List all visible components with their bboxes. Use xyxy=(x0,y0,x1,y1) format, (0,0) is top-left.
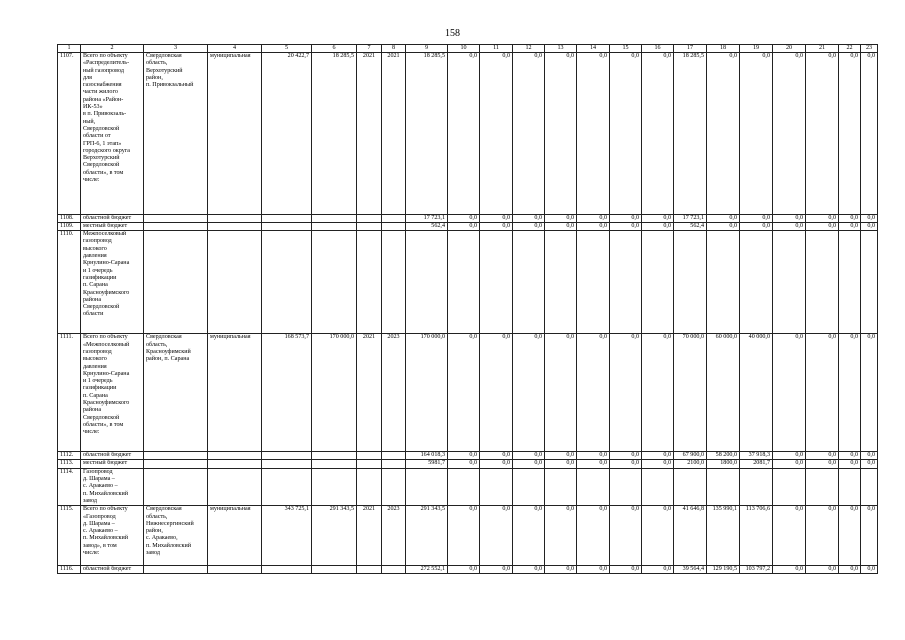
cell: 17 723,1 xyxy=(674,214,707,222)
cell xyxy=(382,214,406,222)
cell: 0,0 xyxy=(642,222,674,230)
cell: 58 200,0 xyxy=(707,452,740,460)
cell xyxy=(262,214,312,222)
location xyxy=(144,565,208,573)
location xyxy=(144,468,208,506)
cell xyxy=(208,565,262,573)
cell: 0,0 xyxy=(513,214,545,222)
cell xyxy=(312,231,357,334)
location xyxy=(144,214,208,222)
cell xyxy=(312,214,357,222)
table-row-1107 xyxy=(58,53,878,215)
cell xyxy=(577,468,610,506)
cell: 562,4 xyxy=(674,222,707,230)
cell: 18 285,5 xyxy=(674,53,707,215)
cell xyxy=(357,565,382,573)
column-number-4: 4 xyxy=(208,45,262,53)
cell: 0,0 xyxy=(480,460,513,468)
cell xyxy=(448,231,480,334)
location: Свердловская область, Нижнесергинский район, с. Аракаево, п. Михайловский завод xyxy=(144,506,208,565)
cell: 135 990,1 xyxy=(707,506,740,565)
row-number: 1109. xyxy=(58,222,81,230)
cell: 2021 xyxy=(382,53,406,215)
cell: 0,0 xyxy=(448,214,480,222)
object-name: Всего по объекту «Газопровод д. Шарама – с. Аракаево – п. Михайловский завод», в том числе: xyxy=(81,506,144,565)
cell: 67 900,0 xyxy=(674,452,707,460)
cell: 20 422,7 xyxy=(262,53,312,215)
cell xyxy=(740,468,773,506)
cell xyxy=(208,468,262,506)
cell: 0,0 xyxy=(773,222,806,230)
cell xyxy=(406,468,448,506)
cell: 0,0 xyxy=(806,214,839,222)
cell xyxy=(262,231,312,334)
cell: 0,0 xyxy=(861,222,878,230)
cell xyxy=(806,468,839,506)
cell: 0,0 xyxy=(513,506,545,565)
column-number-19: 19 xyxy=(740,45,773,53)
cell: 0,0 xyxy=(839,214,861,222)
row-number: 1107. xyxy=(58,53,81,215)
object-name: местный бюджет xyxy=(81,460,144,468)
cell: 0,0 xyxy=(806,565,839,573)
cell: 2100,0 xyxy=(674,460,707,468)
cell: 0,0 xyxy=(642,565,674,573)
cell xyxy=(382,231,406,334)
cell xyxy=(480,468,513,506)
cell xyxy=(262,565,312,573)
column-number-22: 22 xyxy=(839,45,861,53)
cell: 0,0 xyxy=(545,460,577,468)
cell xyxy=(382,222,406,230)
cell xyxy=(382,460,406,468)
cell: 0,0 xyxy=(773,565,806,573)
cell: 0,0 xyxy=(861,565,878,573)
cell xyxy=(262,222,312,230)
cell: 0,0 xyxy=(610,460,642,468)
cell: 0,0 xyxy=(448,506,480,565)
row-number: 1115. xyxy=(58,506,81,565)
cell: 0,0 xyxy=(861,506,878,565)
cell xyxy=(357,452,382,460)
column-number-9: 9 xyxy=(406,45,448,53)
cell: 0,0 xyxy=(707,214,740,222)
cell xyxy=(861,468,878,506)
cell: 291 343,5 xyxy=(312,506,357,565)
cell: 343 725,1 xyxy=(262,506,312,565)
cell: 0,0 xyxy=(773,334,806,452)
cell: 0,0 xyxy=(513,565,545,573)
cell xyxy=(312,222,357,230)
object-name: областной бюджет xyxy=(81,452,144,460)
cell: 168 573,7 xyxy=(262,334,312,452)
cell xyxy=(610,231,642,334)
location xyxy=(144,222,208,230)
cell: 41 646,8 xyxy=(674,506,707,565)
cell: 0,0 xyxy=(861,460,878,468)
column-number-12: 12 xyxy=(513,45,545,53)
column-number-6: 6 xyxy=(312,45,357,53)
cell: 0,0 xyxy=(513,460,545,468)
cell xyxy=(740,231,773,334)
cell: 0,0 xyxy=(806,506,839,565)
cell: 0,0 xyxy=(545,506,577,565)
cell: 0,0 xyxy=(577,53,610,215)
column-number-2: 2 xyxy=(81,45,144,53)
row-number: 1108. xyxy=(58,214,81,222)
cell: 0,0 xyxy=(806,334,839,452)
cell xyxy=(642,468,674,506)
cell xyxy=(312,460,357,468)
cell: муниципальная xyxy=(208,334,262,452)
cell: муниципальная xyxy=(208,506,262,565)
cell xyxy=(773,468,806,506)
cell: 0,0 xyxy=(480,214,513,222)
object-name: Всего по объекту «Распределитель- ный газопровод для газоснабжения части жилого района «Район- ИК-53» в п. Привокзаль- ный, Свердловской области от ГРП-6, 1 этап» городского округа Верхотурский Свердловской области», в том числе: xyxy=(81,53,144,215)
cell xyxy=(839,468,861,506)
cell: 0,0 xyxy=(773,53,806,215)
cell: 2021 xyxy=(357,334,382,452)
cell: 0,0 xyxy=(545,214,577,222)
cell: 0,0 xyxy=(610,334,642,452)
location xyxy=(144,231,208,334)
table-row-1111 xyxy=(58,334,878,452)
cell: 18 285,5 xyxy=(312,53,357,215)
table-row-1113 xyxy=(58,460,878,468)
cell xyxy=(674,468,707,506)
cell: 0,0 xyxy=(577,506,610,565)
cell: 0,0 xyxy=(545,452,577,460)
cell: 0,0 xyxy=(480,452,513,460)
cell xyxy=(357,214,382,222)
cell: 0,0 xyxy=(642,506,674,565)
cell: 39 564,4 xyxy=(674,565,707,573)
cell xyxy=(312,468,357,506)
cell xyxy=(577,231,610,334)
table-row-1109 xyxy=(58,222,878,230)
cell: 0,0 xyxy=(545,565,577,573)
cell: 0,0 xyxy=(806,53,839,215)
cell: 0,0 xyxy=(839,222,861,230)
cell xyxy=(262,468,312,506)
table-row-1108 xyxy=(58,214,878,222)
column-number-23: 23 xyxy=(861,45,878,53)
cell: 0,0 xyxy=(642,334,674,452)
cell: 0,0 xyxy=(642,452,674,460)
cell: 0,0 xyxy=(610,214,642,222)
cell: 0,0 xyxy=(806,452,839,460)
cell: 37 918,3 xyxy=(740,452,773,460)
column-number-20: 20 xyxy=(773,45,806,53)
column-number-21: 21 xyxy=(806,45,839,53)
column-number-17: 17 xyxy=(674,45,707,53)
column-number-3: 3 xyxy=(144,45,208,53)
object-name: Газопровод д. Шарама – с. Аракаево – п. Михайловский завод xyxy=(81,468,144,506)
column-number-10: 10 xyxy=(448,45,480,53)
column-number-18: 18 xyxy=(707,45,740,53)
cell: 0,0 xyxy=(513,334,545,452)
cell xyxy=(357,468,382,506)
cell xyxy=(208,231,262,334)
cell: 0,0 xyxy=(839,53,861,215)
column-number-13: 13 xyxy=(545,45,577,53)
location: Свердловская область, Верхотурский район, п. Привокзальный xyxy=(144,53,208,215)
cell xyxy=(545,468,577,506)
table-row-1112 xyxy=(58,452,878,460)
cell: 0,0 xyxy=(861,53,878,215)
column-number-14: 14 xyxy=(577,45,610,53)
cell: 0,0 xyxy=(773,452,806,460)
cell xyxy=(382,565,406,573)
cell: 0,0 xyxy=(839,506,861,565)
cell: 0,0 xyxy=(448,334,480,452)
cell: 170 000,0 xyxy=(312,334,357,452)
cell: 0,0 xyxy=(513,452,545,460)
cell: 0,0 xyxy=(861,452,878,460)
cell xyxy=(382,468,406,506)
cell: 0,0 xyxy=(740,214,773,222)
cell: 18 285,5 xyxy=(406,53,448,215)
cell: 562,4 xyxy=(406,222,448,230)
cell: 0,0 xyxy=(610,565,642,573)
cell: 0,0 xyxy=(839,565,861,573)
cell: 272 552,1 xyxy=(406,565,448,573)
cell: 0,0 xyxy=(448,460,480,468)
cell: 0,0 xyxy=(545,53,577,215)
object-name: местный бюджет xyxy=(81,222,144,230)
cell xyxy=(312,452,357,460)
cell xyxy=(208,214,262,222)
cell: 0,0 xyxy=(513,222,545,230)
cell: 0,0 xyxy=(577,565,610,573)
cell xyxy=(208,222,262,230)
cell xyxy=(707,231,740,334)
row-number: 1113. xyxy=(58,460,81,468)
cell xyxy=(262,460,312,468)
location xyxy=(144,460,208,468)
cell: 0,0 xyxy=(545,222,577,230)
cell xyxy=(513,231,545,334)
cell: 40 000,0 xyxy=(740,334,773,452)
row-number: 1116. xyxy=(58,565,81,573)
cell: 0,0 xyxy=(577,334,610,452)
cell: 0,0 xyxy=(839,460,861,468)
cell xyxy=(357,460,382,468)
cell: 2081,7 xyxy=(740,460,773,468)
cell xyxy=(545,231,577,334)
cell: 0,0 xyxy=(839,452,861,460)
row-number: 1111. xyxy=(58,334,81,452)
cell: 0,0 xyxy=(707,53,740,215)
column-number-header-row xyxy=(58,45,878,53)
cell: 0,0 xyxy=(773,460,806,468)
cell: 0,0 xyxy=(480,506,513,565)
cell: 164 018,3 xyxy=(406,452,448,460)
cell xyxy=(382,452,406,460)
cell: 113 706,6 xyxy=(740,506,773,565)
cell: 0,0 xyxy=(448,452,480,460)
cell xyxy=(773,231,806,334)
cell: 0,0 xyxy=(839,334,861,452)
object-name: областной бюджет xyxy=(81,565,144,573)
cell: 291 343,5 xyxy=(406,506,448,565)
cell: 0,0 xyxy=(642,460,674,468)
cell: 17 723,1 xyxy=(406,214,448,222)
cell: 5981,7 xyxy=(406,460,448,468)
cell xyxy=(674,231,707,334)
cell: 103 797,2 xyxy=(740,565,773,573)
cell: 2021 xyxy=(357,53,382,215)
cell xyxy=(448,468,480,506)
cell xyxy=(861,231,878,334)
cell: 2023 xyxy=(382,506,406,565)
cell xyxy=(406,231,448,334)
cell: 0,0 xyxy=(577,460,610,468)
cell: 0,0 xyxy=(448,53,480,215)
cell: 129 190,5 xyxy=(707,565,740,573)
cell: 0,0 xyxy=(577,222,610,230)
cell: 0,0 xyxy=(513,53,545,215)
cell: 0,0 xyxy=(861,334,878,452)
cell: 0,0 xyxy=(480,222,513,230)
cell xyxy=(480,231,513,334)
cell: 0,0 xyxy=(545,334,577,452)
cell xyxy=(208,460,262,468)
cell xyxy=(839,231,861,334)
cell: 0,0 xyxy=(480,334,513,452)
column-number-8: 8 xyxy=(382,45,406,53)
cell: муниципальная xyxy=(208,53,262,215)
cell: 0,0 xyxy=(806,222,839,230)
column-number-5: 5 xyxy=(262,45,312,53)
table-row-1115 xyxy=(58,506,878,565)
cell: 0,0 xyxy=(610,222,642,230)
cell: 70 000,0 xyxy=(674,334,707,452)
cell: 1800,0 xyxy=(707,460,740,468)
object-name: областной бюджет xyxy=(81,214,144,222)
cell: 170 000,0 xyxy=(406,334,448,452)
object-name: Межпоселковый газопровод высокого давления Крнулино-Сарана и 1 очередь газификации п. Сарана Красноуфимского района Свердловской области xyxy=(81,231,144,334)
cell: 0,0 xyxy=(448,222,480,230)
cell: 0,0 xyxy=(577,452,610,460)
cell xyxy=(707,468,740,506)
cell: 0,0 xyxy=(773,214,806,222)
location: Свердловская область, Красноуфимский район, п. Сарана xyxy=(144,334,208,452)
cell xyxy=(610,468,642,506)
table-row-1114 xyxy=(58,468,878,506)
cell xyxy=(262,452,312,460)
cell: 0,0 xyxy=(642,214,674,222)
column-number-11: 11 xyxy=(480,45,513,53)
row-number: 1114. xyxy=(58,468,81,506)
cell: 60 000,0 xyxy=(707,334,740,452)
row-number: 1112. xyxy=(58,452,81,460)
cell xyxy=(357,231,382,334)
cell: 2023 xyxy=(382,334,406,452)
location xyxy=(144,452,208,460)
cell xyxy=(312,565,357,573)
object-name: Всего по объекту «Межпоселковый газопровод высокого давления Крнулино-Сарана и 1 очередь газификации п. Сарана Красноуфимского района Свердловской области», в том числе: xyxy=(81,334,144,452)
table-row-1110 xyxy=(58,231,878,334)
cell: 0,0 xyxy=(707,222,740,230)
column-number-1: 1 xyxy=(58,45,81,53)
cell: 0,0 xyxy=(610,452,642,460)
cell: 0,0 xyxy=(480,565,513,573)
column-number-15: 15 xyxy=(610,45,642,53)
cell: 0,0 xyxy=(806,460,839,468)
cell: 0,0 xyxy=(480,53,513,215)
cell xyxy=(357,222,382,230)
page-number: 158 xyxy=(445,28,460,39)
investment-table xyxy=(57,44,878,574)
cell: 0,0 xyxy=(861,214,878,222)
cell: 0,0 xyxy=(642,53,674,215)
cell xyxy=(208,452,262,460)
cell: 0,0 xyxy=(448,565,480,573)
cell xyxy=(513,468,545,506)
cell xyxy=(642,231,674,334)
cell: 2021 xyxy=(357,506,382,565)
column-number-7: 7 xyxy=(357,45,382,53)
cell: 0,0 xyxy=(610,506,642,565)
table-row-1116 xyxy=(58,565,878,573)
cell: 0,0 xyxy=(740,222,773,230)
cell xyxy=(806,231,839,334)
cell: 0,0 xyxy=(610,53,642,215)
row-number: 1110. xyxy=(58,231,81,334)
column-number-16: 16 xyxy=(642,45,674,53)
cell: 0,0 xyxy=(773,506,806,565)
cell: 0,0 xyxy=(577,214,610,222)
cell: 0,0 xyxy=(740,53,773,215)
